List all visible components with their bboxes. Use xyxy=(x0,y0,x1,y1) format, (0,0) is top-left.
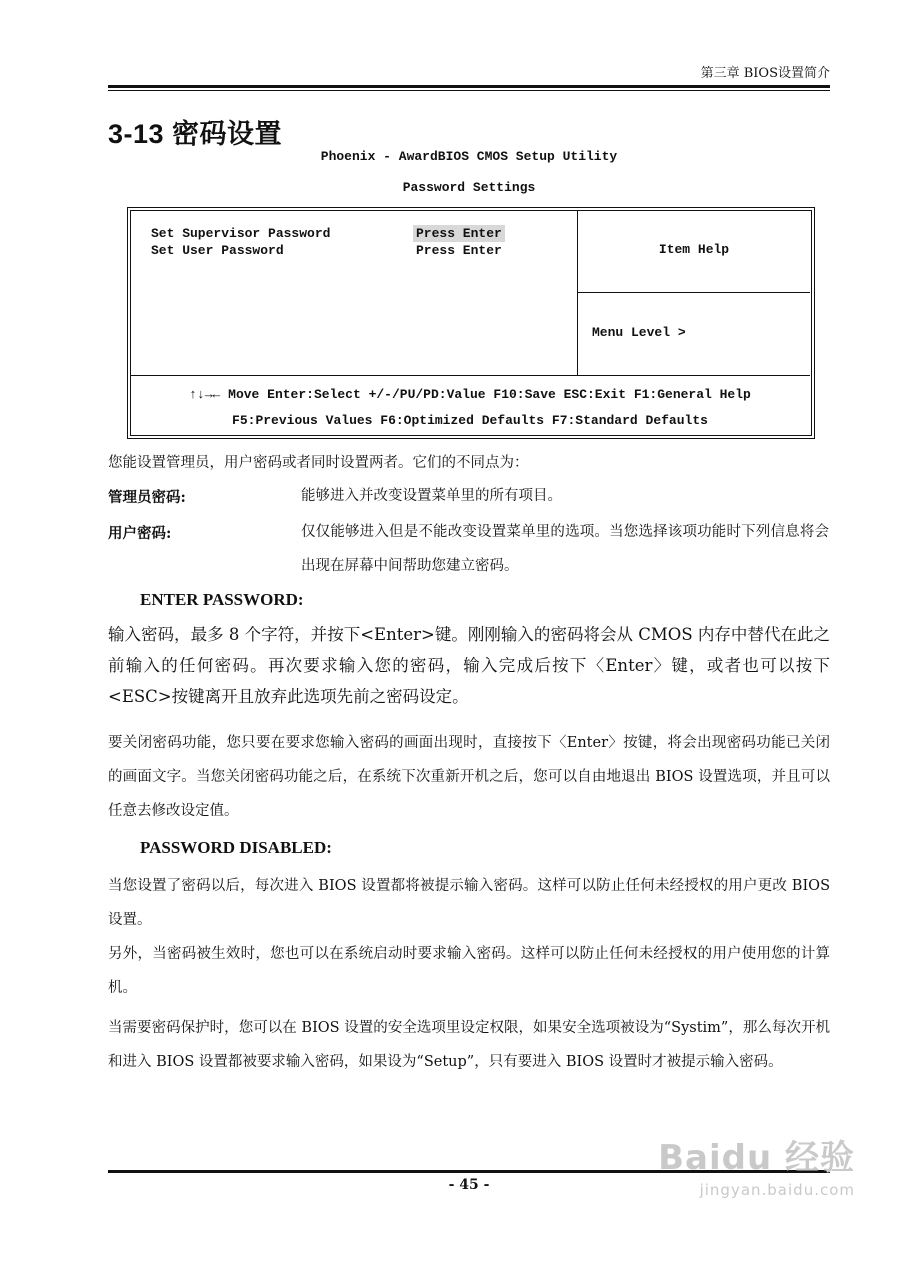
chapter-header: 第三章 BIOS设置简介 xyxy=(700,66,830,81)
definition-term-user: 用户密码: xyxy=(108,525,172,542)
definition-desc-user: 仅仅能够进入但是不能改变设置菜单里的选项。当您选择该项功能时下列信息将会出现在屏幕中间帮助您建立密码。 xyxy=(301,524,829,574)
set-user-password-value[interactable]: Press Enter xyxy=(416,243,502,258)
header-rule-thin xyxy=(108,90,830,91)
menu-level-text: Menu Level > xyxy=(592,325,686,340)
set-user-password-label[interactable]: Set User Password xyxy=(151,243,284,258)
enter-password-para-2: 要关闭密码功能，您只要在要求您输入密码的画面出现时，直接按下〈Enter〉按键，将会出现密码功能已关闭的画面文字。当您关闭密码功能之后，在系统下次重新开机之后，您可以自由地退出 BIOS 设置选项，并且可以任意去修改设定值。 xyxy=(108,735,830,819)
watermark-url: jingyan.baidu.com xyxy=(699,1181,855,1199)
header-rule xyxy=(108,85,830,88)
page-title: 3-13 密码设置 xyxy=(108,119,283,149)
enter-password-para-1: 输入密码，最多 8 个字符，并按下<Enter>键。刚刚输入的密码将会从 CMOS 内存中替代在此之前输入的任何密码。再次要求输入您的密码，输入完成后按下〈Enter〉键，或者也可以按下<ESC>按键离开且放弃此选项先前之密码设定。 xyxy=(108,625,830,706)
utility-title: Phoenix - AwardBIOS CMOS Setup Utility xyxy=(320,149,618,164)
bios-divider-help xyxy=(577,292,810,293)
intro-text: 您能设置管理员，用户密码或者同时设置两者。它们的不同点为： xyxy=(108,455,529,471)
password-disabled-para-2: 另外，当密码被生效时，您也可以在系统启动时要求输入密码。这样可以防止任何未经授权的用户使用您的计算机。 xyxy=(108,946,830,996)
enter-password-heading: ENTER PASSWORD: xyxy=(140,590,304,609)
password-disabled-para-3: 当需要密码保护时，您可以在 BIOS 设置的安全选项里设定权限，如果安全选项被设为“Systim”，那么每次开机和进入 BIOS 设置都被要求输入密码，如果设为“Setup”，只有要进入 BIOS 设置时才被提示输入密码。 xyxy=(108,1020,830,1070)
password-disabled-para-1: 当您设置了密码以后，每次进入 BIOS 设置都将被提示输入密码。这样可以防止任何未经授权的用户更改 BIOS 设置。 xyxy=(108,878,830,928)
key-help-line-1: ↑↓→← Move Enter:Select +/-/PU/PD:Value F10:Save ESC:Exit F1:General Help xyxy=(189,387,751,402)
set-supervisor-password-label[interactable]: Set Supervisor Password xyxy=(151,226,331,241)
item-help-heading: Item Help xyxy=(658,242,730,257)
bios-divider-vertical xyxy=(577,210,578,376)
utility-subtitle: Password Settings xyxy=(402,180,536,195)
key-help-line-2: F5:Previous Values F6:Optimized Defaults F7:Standard Defaults xyxy=(232,413,708,428)
definition-term-supervisor: 管理员密码: xyxy=(108,489,186,506)
bios-divider-keys xyxy=(130,375,810,376)
set-supervisor-password-value[interactable]: Press Enter xyxy=(413,225,505,242)
watermark-brand: Baidu 经验 xyxy=(658,1138,855,1178)
password-disabled-heading: PASSWORD DISABLED: xyxy=(140,838,332,857)
baidu-watermark xyxy=(658,1130,855,1199)
definition-desc-supervisor: 能够进入并改变设置菜单里的所有项目。 xyxy=(301,488,562,504)
page-number: - 45 - xyxy=(448,1177,490,1193)
